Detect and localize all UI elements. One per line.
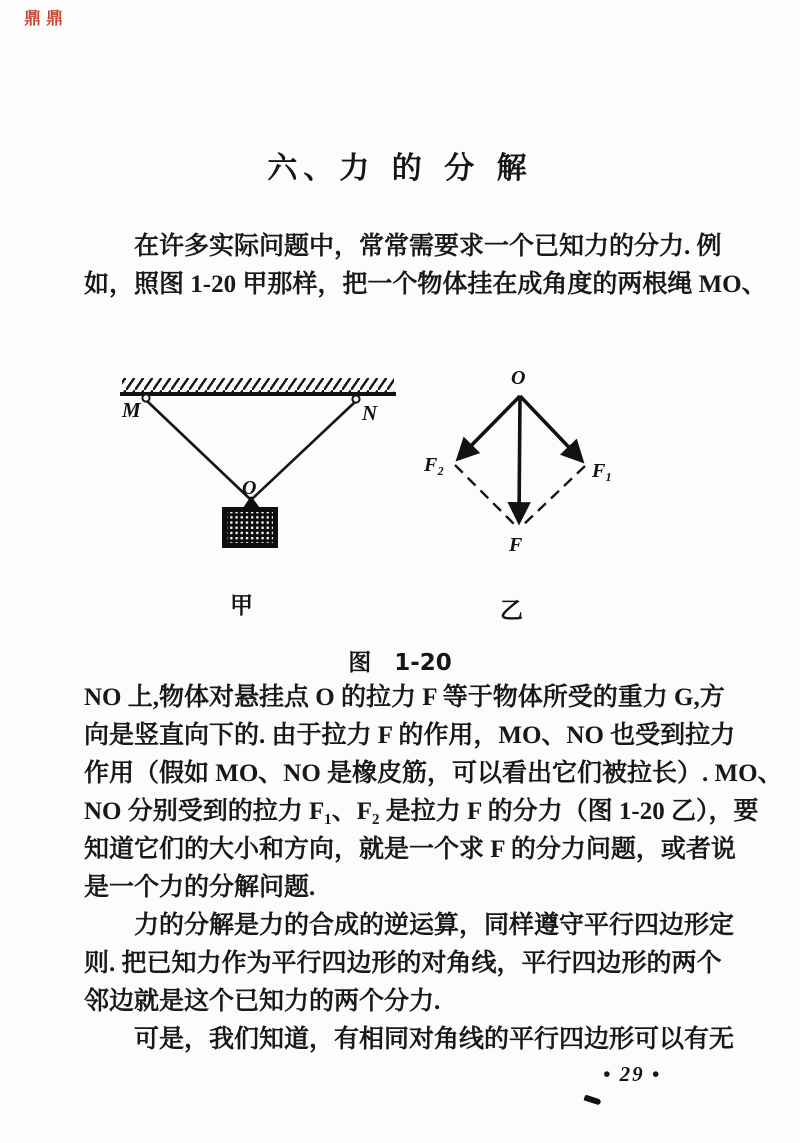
rope-no [252,402,355,499]
paragraph-line: 在许多实际问题中，常常需要求一个已知力的分力. 例 [134,233,722,260]
red-stamp: 鼎鼎 [24,9,68,29]
paragraph-line: 如，照图 1-20 甲那样，把一个物体挂在成角度的两根绳 MO、 [84,271,767,298]
weight-block-pattern [227,512,273,543]
diagram-jia [120,378,396,619]
label-m: M [122,398,141,422]
paragraph-line: 则. 把已知力作为平行四边形的对角线，平行四边形的两个 [84,950,722,977]
label-f2: F₂ [424,454,445,476]
body-paragraphs [84,679,783,1059]
label-f1: F₁ [592,460,613,482]
page-number: • 29 • [603,1062,662,1086]
paragraph-line: 知道它们的大小和方向，就是一个求 F 的分力问题，或者说 [84,836,736,863]
paragraph-line: 作用（假如 MO、NO 是橡皮筋，可以看出它们被拉长）. MO、 [84,760,783,787]
force-arrow-f [519,396,520,522]
rope-mo [147,401,250,499]
paragraph-line: 邻边就是这个已知力的两个分力. [84,988,441,1015]
sublabel-jia: 甲 [230,593,253,619]
parallelogram-dashed-right [521,466,585,527]
figure-1-20 [0,355,800,635]
hook-m [142,394,149,401]
force-arrow-f2 [458,396,520,459]
sublabel-yi: 乙 [500,598,523,624]
chapter-title: 六、力 的 分 解 [267,151,533,186]
label-f: F [509,534,523,556]
paragraph-line: 向是竖直向下的. 由于拉力 F 的作用，MO、NO 也受到拉力 [84,722,736,749]
force-arrow-f1 [520,396,582,461]
paragraph-line: 是一个力的分解问题. [84,874,316,901]
label-n: N [362,401,378,425]
diagram-yi [423,367,612,624]
paragraph-line: 力的分解是力的合成的逆运算，同样遵守平行四边形定 [134,912,735,939]
label-o-yi: O [511,367,526,389]
paragraph-line: NO 上,物体对悬挂点 O 的拉力 F 等于物体所受的重力 G,方 [84,684,725,711]
hook-n [352,395,359,402]
paragraph-line: 可是，我们知道，有相同对角线的平行四边形可以有无 [134,1026,735,1053]
label-o-jia: O [242,477,257,499]
figure-caption: 图 1-20 [348,650,452,676]
ink-smudge [583,1095,601,1106]
paragraph-line: NO 分别受到的拉力 F₁、F₂ 是拉力 F 的分力（图 1-20 乙），要 [84,798,759,825]
ceiling-hatch [122,378,394,392]
intro-paragraph [84,228,767,304]
parallelogram-dashed-left [455,465,517,527]
